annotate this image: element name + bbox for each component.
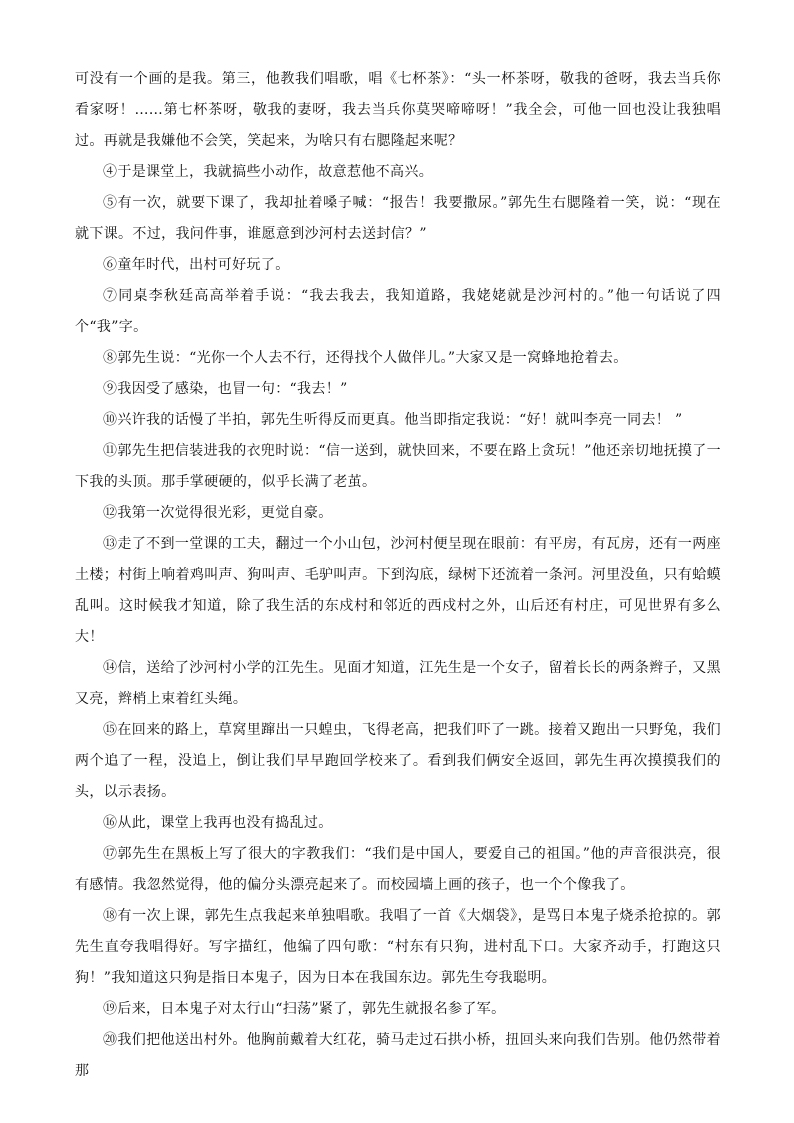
paragraph-15: ⑮在回来的路上，草窝里蹿出一只蝗虫，飞得老高，把我们吓了一跳。接着又跑出一只野兔，我们两个追了一程，没追上，倒让我们早早跑回学校来了。看到我们俩安全返回，郭先生再次摸摸我们的头，以示表扬。 (75, 722, 721, 800)
paragraph-11: ⑪郭先生把信装进我的衣兜时说：“信一送到，就快回来，不要在路上贪玩！”他还亲切地抚摸了一下我的头顶。那手掌硬硬的，似乎长满了老茧。 (75, 443, 721, 490)
paragraph-20: ⑳我们把他送出村外。他胸前戴着大红花，骑马走过石拱小桥，扭回头来向我们告别。他仍然带着那 (75, 1032, 721, 1079)
paragraph-4: ④于是课堂上，我就搞些小动作，故意惹他不高兴。 (103, 164, 434, 180)
document-page (75, 64, 721, 1087)
paragraph-14: ⑭信，送给了沙河村小学的江先生。见面才知道，江先生是一个女子，留着长长的两条辫子，又黑又亮，辫梢上束着红头绳。 (75, 660, 721, 707)
paragraph-6: ⑥童年时代，出村可好玩了。 (103, 257, 290, 273)
paragraph-7: ⑦同桌李秋廷高高举着手说：“我去我去，我知道路，我姥姥就是沙河村的。”他一句话说了四个“我”字。 (75, 288, 721, 335)
paragraph-13: ⑬走了不到一堂课的工夫，翻过一个小山包，沙河村便呈现在眼前：有平房，有瓦房，还有一两座土楼；村街上响着鸡叫声、狗叫声、毛驴叫声。下到沟底，绿树下还流着一条河。河里没鱼，只有蛤蟆乱叫。这时候我才知道，除了我生活的东戍村和邻近的西戍村之外，山后还有村庄，可见世界有多么大！ (75, 536, 721, 645)
paragraph-9: ⑨我因受了感染，也冒一句：“我去！” (103, 381, 348, 397)
paragraph-19: ⑲后来，日本鬼子对太行山“扫荡”紧了，郭先生就报名参了军。 (103, 1001, 506, 1017)
paragraph-12: ⑫我第一次觉得很光彩，更觉自豪。 (103, 505, 333, 521)
paragraph-continued: 可没有一个画的是我。第三，他教我们唱歌，唱《七杯茶》：“头一杯茶呀，敬我的爸呀，我去当兵你看家呀！……第七杯茶呀，敬我的妻呀，我去当兵你莫哭啼啼呀！”我全会，可他一回也没让我独唱过。再就是我嫌他不会笑，笑起来，为啥只有右腮隆起来呢？ (75, 71, 721, 149)
paragraph-16: ⑯从此，课堂上我再也没有捣乱过。 (103, 815, 333, 831)
paragraph-18: ⑱有一次上课，郭先生点我起来单独唱歌。我唱了一首《大烟袋》，是骂日本鬼子烧杀抢掠的。郭先生直夸我唱得好。写字描红，他编了四句歌：“村东有只狗，进村乱下口。大家齐动手，打跑这只狗！”我知道这只狗是指日本鬼子，因为日本在我国东边。郭先生夸我聪明。 (75, 908, 721, 986)
paragraph-8: ⑧郭先生说：“光你一个人去不行，还得找个人做伴儿。”大家又是一窝蜂地抢着去。 (103, 350, 628, 366)
paragraph-5: ⑤有一次，就要下课了，我却扯着嗓子喊：“报告！我要撒尿。”郭先生右腮隆着一笑，说：“现在就下课。不过，我问件事，谁愿意到沙河村去送封信？” (75, 195, 721, 242)
paragraph-10: ⑩兴许我的话慢了半拍，郭先生听得反而更真。他当即指定我说：“好！就叫李亮一同去！ ” (103, 412, 683, 428)
paragraph-17: ⑰郭先生在黑板上写了很大的字教我们：“我们是中国人，要爱自己的祖国。”他的声音很洪亮，很有感情。我忽然觉得，他的偏分头漂亮起来了。而校园墙上画的孩子，也一个个像我了。 (75, 846, 721, 893)
